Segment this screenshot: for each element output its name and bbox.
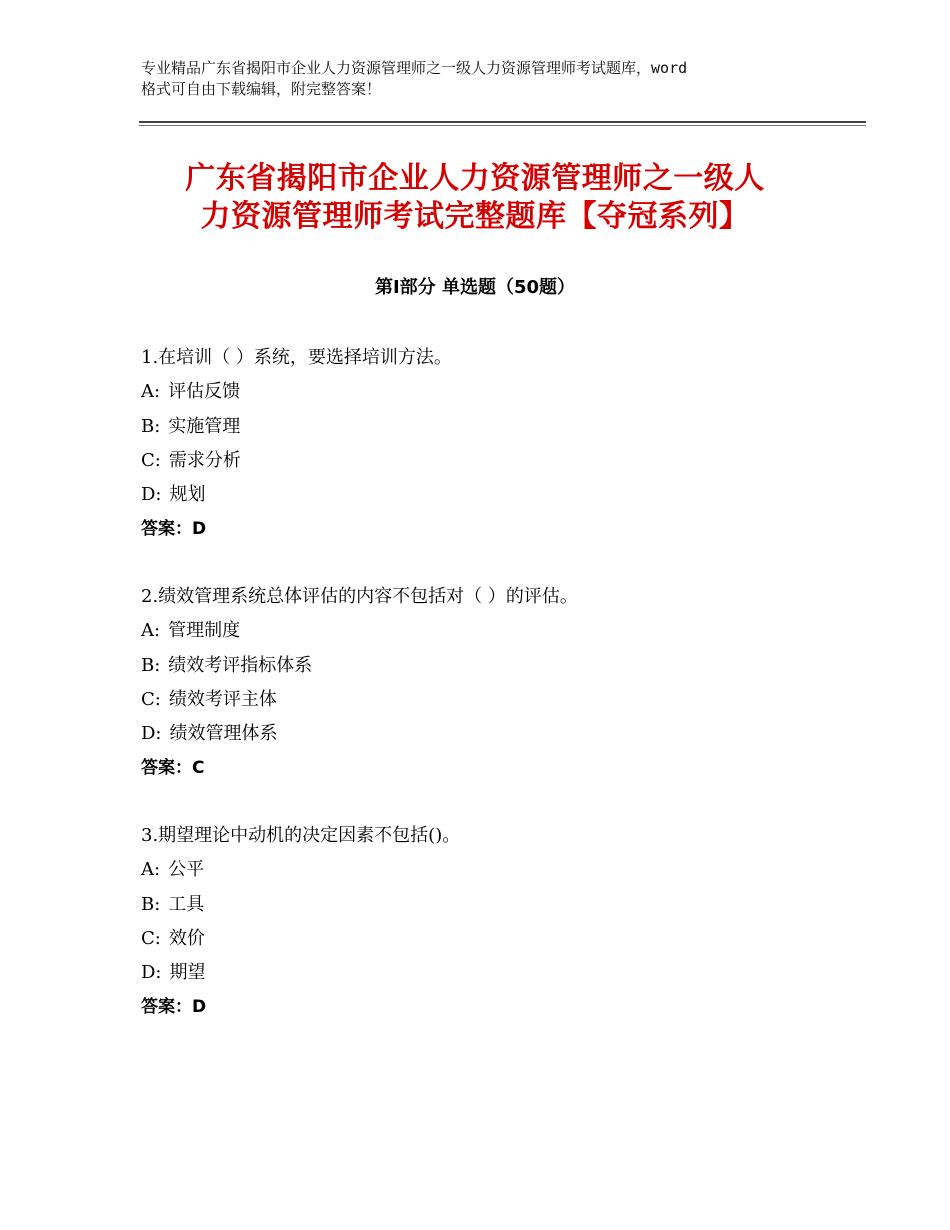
- option-letter: D:: [141, 962, 162, 984]
- header-note: [141, 58, 831, 100]
- option-text: 规划: [169, 484, 206, 506]
- option-d: [141, 717, 841, 751]
- option-a: [141, 853, 841, 887]
- question-2: [141, 580, 841, 786]
- option-text: 管理制度: [168, 620, 241, 642]
- question-stem: 3.期望理论中动机的决定因素不包括()。: [141, 825, 461, 846]
- header-divider-thick: [139, 121, 866, 123]
- option-c: [141, 444, 841, 478]
- section-title: 第Ⅰ部分 单选题（50题）: [374, 277, 575, 298]
- option-d: [141, 478, 841, 512]
- header-note-line-1: 专业精品广东省揭阳市企业人力资源管理师之一级人力资源管理师考试题库，word: [141, 59, 688, 77]
- option-d: [141, 956, 841, 990]
- option-letter: B:: [141, 415, 161, 437]
- option-text: 工具: [168, 893, 205, 915]
- option-letter: A:: [141, 381, 161, 403]
- option-text: 需求分析: [168, 449, 241, 471]
- question-stem: 2.绩效管理系统总体评估的内容不包括对（ ）的评估。: [141, 586, 578, 607]
- question-3: [141, 819, 841, 1025]
- header-divider-thin: [139, 125, 866, 126]
- answer: 答案：C: [141, 758, 205, 779]
- option-letter: A:: [141, 620, 161, 642]
- option-a: [141, 614, 841, 648]
- document-title-line-2: 力资源管理师考试完整题库【夺冠系列】: [200, 199, 750, 234]
- option-b: [141, 410, 841, 444]
- option-b: [141, 888, 841, 922]
- option-letter: A:: [141, 859, 161, 881]
- document-title: [120, 160, 830, 236]
- header-note-line-2: 格式可自由下载编辑，附完整答案！: [141, 80, 382, 98]
- option-letter: D:: [141, 723, 162, 745]
- document-title-line-1: 广东省揭阳市企业人力资源管理师之一级人: [185, 161, 765, 196]
- option-b: [141, 649, 841, 683]
- option-text: 评估反馈: [168, 381, 241, 403]
- answer: 答案：D: [141, 519, 207, 540]
- option-letter: C:: [141, 688, 161, 710]
- option-letter: C:: [141, 927, 161, 949]
- option-c: [141, 922, 841, 956]
- option-c: [141, 683, 841, 717]
- option-text: 期望: [169, 962, 206, 984]
- question-stem: 1.在培训（ ）系统，要选择培训方法。: [141, 347, 452, 368]
- option-letter: C:: [141, 449, 161, 471]
- option-text: 实施管理: [168, 415, 241, 437]
- option-text: 效价: [168, 927, 205, 949]
- option-text: 绩效考评指标体系: [168, 654, 313, 676]
- option-letter: D:: [141, 484, 162, 506]
- question-1: [141, 341, 841, 547]
- option-letter: B:: [141, 893, 161, 915]
- option-text: 绩效考评主体: [168, 688, 277, 710]
- option-text: 绩效管理体系: [169, 723, 278, 745]
- option-text: 公平: [168, 859, 205, 881]
- option-letter: B:: [141, 654, 161, 676]
- option-a: [141, 375, 841, 409]
- answer: 答案：D: [141, 997, 207, 1018]
